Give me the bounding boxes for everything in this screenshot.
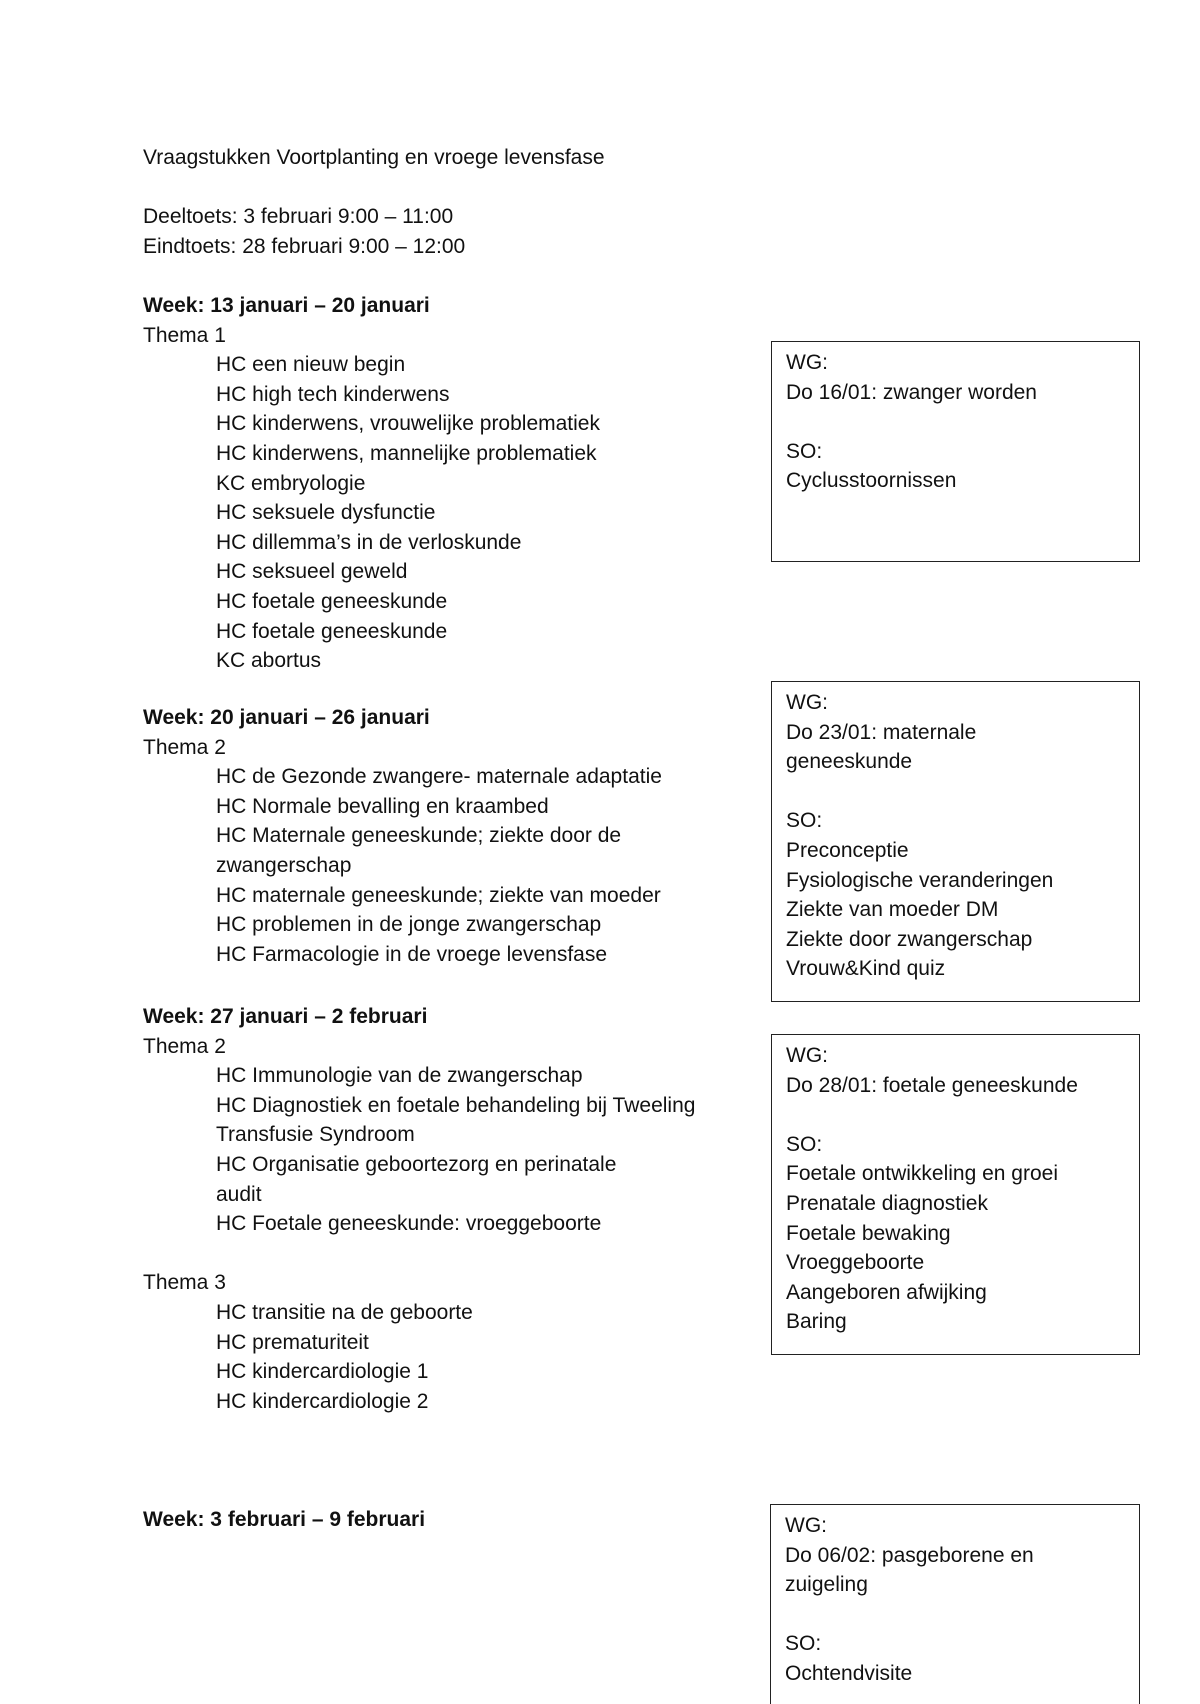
- lecture-item: KC embryologie: [216, 471, 366, 495]
- lecture-item: HC Diagnostiek en foetale behandeling bij Tweeling: [216, 1093, 696, 1117]
- wg-label: WG:: [786, 351, 828, 374]
- so-item: Cyclusstoornissen: [786, 469, 957, 493]
- week-heading: Week: 27 januari – 2 februari: [143, 1005, 428, 1028]
- week-3-workgroup-box: [771, 1034, 1140, 1355]
- wg-session: Do 16/01: zwanger worden: [786, 380, 1037, 404]
- week-4-section: [143, 1505, 425, 1535]
- theme-label: Thema 2: [143, 735, 226, 759]
- theme-label: Thema 2: [143, 1034, 226, 1058]
- so-item: Foetale bewaking: [786, 1221, 951, 1245]
- lecture-item: HC dillemma’s in de verloskunde: [216, 530, 522, 554]
- so-item: Aangeboren afwijking: [786, 1280, 987, 1304]
- week-heading: Week: 3 februari – 9 februari: [143, 1508, 426, 1531]
- lecture-item: HC Maternale geneeskunde; ziekte door de: [216, 824, 622, 848]
- so-label: SO:: [786, 1132, 823, 1156]
- wg-session: Do 23/01: maternale: [786, 720, 977, 744]
- lecture-item: HC Normale bevalling en kraambed: [216, 794, 549, 818]
- wg-session: Do 28/01: foetale geneeskunde: [786, 1073, 1078, 1097]
- week-1-section: [143, 291, 600, 676]
- lecture-item: KC abortus: [216, 649, 322, 673]
- wg-session: zuigeling: [785, 1573, 868, 1597]
- lecture-item: HC Foetale geneeskunde: vroeggeboorte: [216, 1212, 602, 1236]
- so-item: Prenatale diagnostiek: [786, 1191, 988, 1215]
- lecture-item: HC prematuriteit: [216, 1330, 369, 1354]
- theme-label: Thema 1: [143, 323, 226, 347]
- week-2-section: [143, 703, 662, 969]
- so-item: Vrouw&Kind quiz: [786, 957, 946, 981]
- so-item: Preconceptie: [786, 838, 909, 862]
- document-header: [143, 143, 605, 261]
- lecture-item: HC problemen in de jonge zwangerschap: [216, 913, 602, 937]
- lecture-item: HC maternale geneeskunde; ziekte van moeder: [216, 883, 661, 907]
- lecture-item: zwangerschap: [216, 853, 352, 877]
- wg-session: geneeskunde: [786, 750, 913, 774]
- so-item: Ziekte van moeder DM: [786, 898, 999, 922]
- lecture-item: HC Farmacologie in de vroege levensfase: [216, 942, 608, 966]
- week-heading: Week: 13 januari – 20 januari: [143, 294, 430, 317]
- so-label: SO:: [786, 809, 823, 833]
- lecture-item: HC seksuele dysfunctie: [216, 501, 436, 525]
- exam-eindtoets: Eindtoets: 28 februari 9:00 – 12:00: [143, 234, 466, 258]
- lecture-item: HC kindercardiologie 2: [216, 1389, 429, 1413]
- so-label: SO:: [785, 1632, 822, 1656]
- wg-label: WG:: [786, 1044, 828, 1067]
- lecture-item: Transfusie Syndroom: [216, 1123, 415, 1147]
- lecture-item: HC Organisatie geboortezorg en perinatale: [216, 1152, 617, 1176]
- so-item: Baring: [786, 1310, 847, 1334]
- week-3-section: [143, 1002, 695, 1416]
- document-title: Vraagstukken Voortplanting en vroege levensfase: [143, 146, 605, 169]
- so-item: Fysiologische veranderingen: [786, 868, 1054, 892]
- week-2-workgroup-box: [771, 681, 1140, 1002]
- theme-label: Thema 3: [143, 1271, 226, 1295]
- lecture-item: HC een nieuw begin: [216, 353, 406, 377]
- lecture-item: audit: [216, 1182, 262, 1206]
- lecture-item: HC kindercardiologie 1: [216, 1360, 429, 1384]
- so-item: Foetale ontwikkeling en groei: [786, 1162, 1058, 1186]
- so-item: Ziekte door zwangerschap: [786, 927, 1033, 951]
- lecture-item: HC Immunologie van de zwangerschap: [216, 1064, 583, 1088]
- lecture-item: HC high tech kinderwens: [216, 382, 450, 406]
- lecture-item: HC de Gezonde zwangere- maternale adaptatie: [216, 765, 662, 789]
- so-item: Ochtendvisite: [785, 1661, 913, 1685]
- lecture-item: HC foetale geneeskunde: [216, 589, 448, 613]
- lecture-item: HC foetale geneeskunde: [216, 619, 448, 643]
- lecture-item: HC kinderwens, mannelijke problematiek: [216, 441, 597, 465]
- week-1-workgroup-box: [771, 341, 1140, 562]
- week-4-workgroup-box: [770, 1504, 1140, 1704]
- week-heading: Week: 20 januari – 26 januari: [143, 706, 430, 729]
- so-label: SO:: [786, 439, 823, 463]
- lecture-item: HC seksueel geweld: [216, 560, 408, 584]
- lecture-item: HC transitie na de geboorte: [216, 1300, 473, 1324]
- lecture-item: HC kinderwens, vrouwelijke problematiek: [216, 412, 600, 436]
- wg-label: WG:: [785, 1514, 827, 1537]
- so-item: Vroeggeboorte: [786, 1251, 925, 1275]
- wg-session: Do 06/02: pasgeborene en: [785, 1543, 1034, 1567]
- wg-label: WG:: [786, 691, 828, 714]
- exam-deeltoets: Deeltoets: 3 februari 9:00 – 11:00: [143, 205, 454, 229]
